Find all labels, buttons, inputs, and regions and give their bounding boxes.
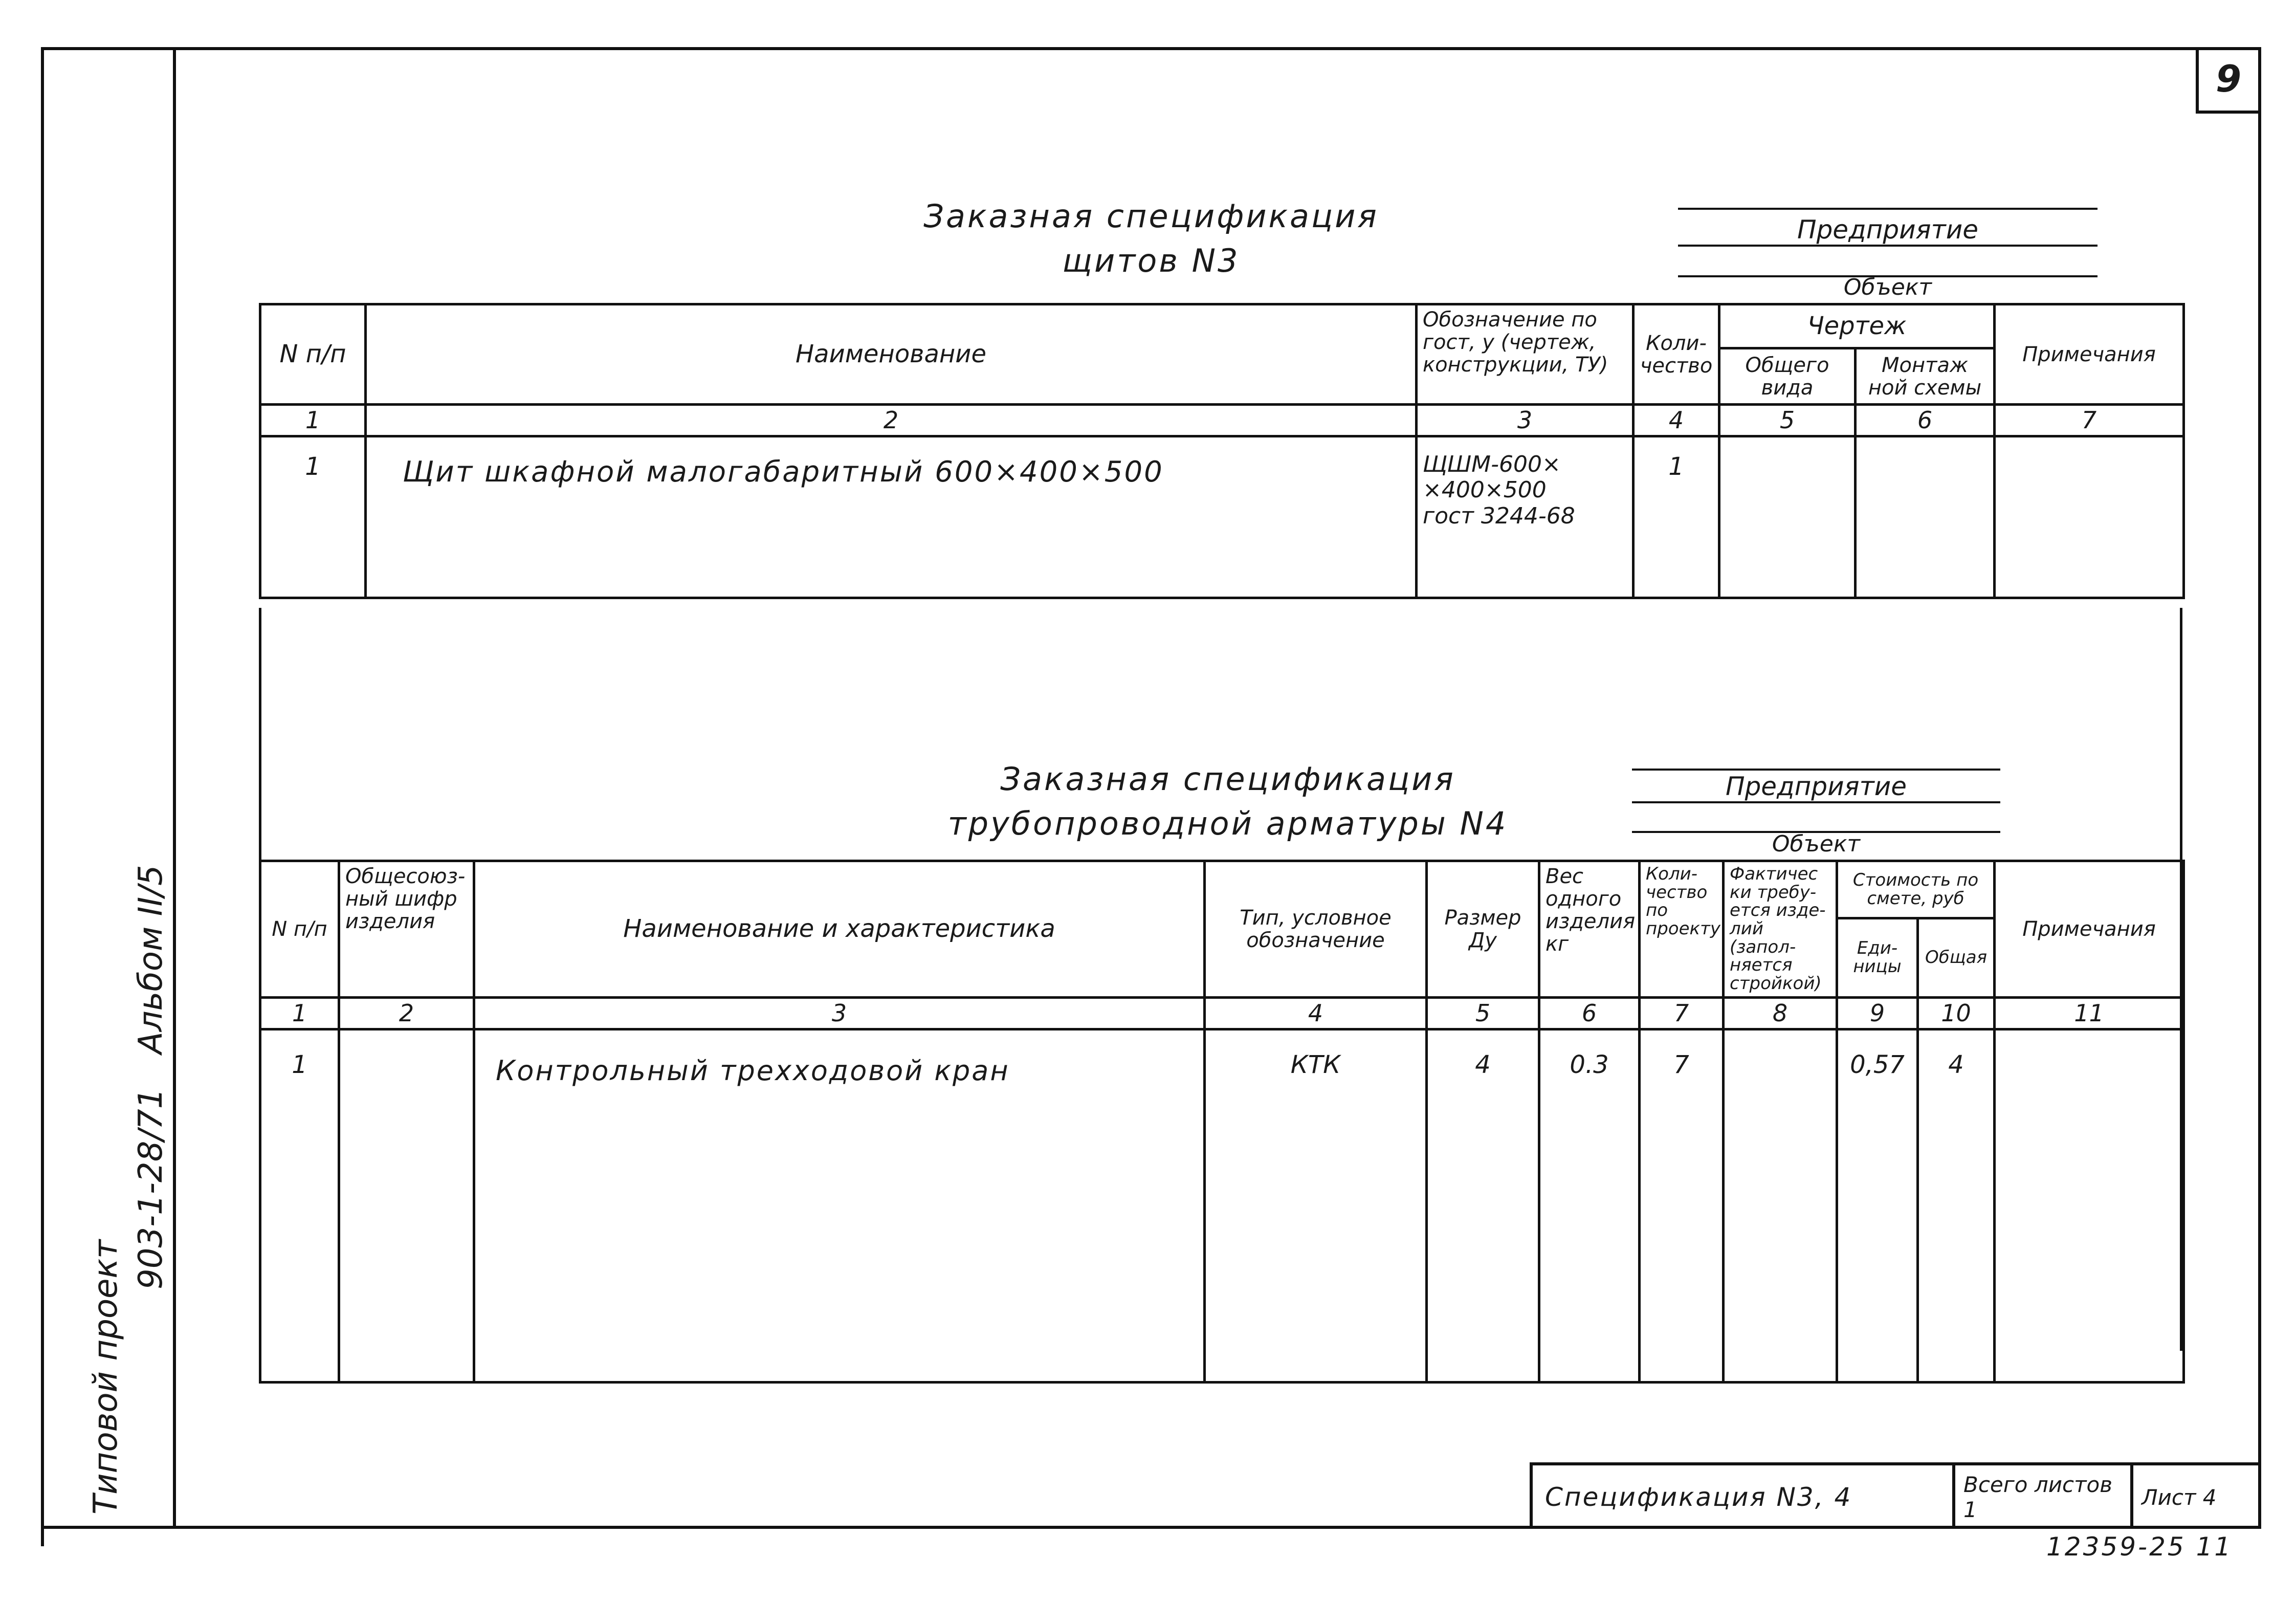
spec2-colnum: 2 (339, 997, 474, 1029)
spec2-title (895, 757, 1560, 846)
document-number: 12359-25 11 (2046, 1532, 2233, 1562)
spec1-table (259, 303, 2185, 599)
spec2-colnum: 11 (1995, 997, 2184, 1029)
spec1-title-line2: щитов N3 (1062, 242, 1240, 279)
spec2-header-num: N п/п (260, 861, 339, 998)
spec2-row-num: 1 (260, 1029, 339, 1382)
spec1-row-name: Щит шкафной малогабаритный 600×400×500 (366, 436, 1417, 598)
spec2-header-weight: Вес одного изделия кг (1539, 861, 1640, 998)
frame-top-border (41, 47, 2261, 50)
spec2-title-line2: трубопроводной арматуры N4 (947, 804, 1508, 842)
title-block-stamp (1530, 1462, 2261, 1529)
side-label-typical-text: Типовой проект (87, 1239, 125, 1515)
frame-left-border (41, 47, 44, 1546)
frame-right-border (2258, 47, 2261, 1529)
spec1-row-notes (1995, 436, 2184, 598)
stamp-sheet: Лист 4 (2142, 1484, 2217, 1510)
spec1-colnum: 4 (1633, 405, 1719, 436)
spec2-row-actual-need (1724, 1029, 1837, 1382)
spec1-object (1678, 274, 2098, 300)
spec2-column-numbers-row (260, 997, 2184, 1029)
spec1-row-designation (1417, 436, 1633, 598)
sheet-number: 9 (2215, 57, 2242, 100)
spec2-header-unit: Еди- ницы (1837, 918, 1918, 998)
spec2-row-weight: 0.3 (1539, 1029, 1640, 1382)
stamp-sheet-cell (2133, 1465, 2261, 1529)
spec2-header-total: Общая (1918, 918, 1995, 998)
side-label-typical (87, 1240, 125, 1515)
spec1-header-designation: Обозначение по гост, у (чертеж, конструкции, ТУ) (1417, 304, 1633, 405)
spec2-table (259, 860, 2185, 1384)
spec2-object (1632, 831, 2000, 857)
table-row (260, 436, 2184, 598)
spec2-header-notes: Примечания (1995, 861, 2184, 998)
spec1-title (844, 194, 1458, 283)
spec1-row-quantity: 1 (1633, 436, 1719, 598)
spec1-colnum: 3 (1417, 405, 1633, 436)
spec2-row-quantity: 7 (1640, 1029, 1724, 1382)
spec2-header-cost: Стоимость по смете, руб (1837, 861, 1995, 918)
spec1-colnum: 7 (1995, 405, 2184, 436)
side-label-project-code (132, 1088, 170, 1290)
spec1-colnum: 6 (1856, 405, 1995, 436)
spec2-header-union-code: Общесоюз- ный шифр изделия (339, 861, 474, 998)
spec2-colnum: 10 (1918, 997, 1995, 1029)
spec1-title-line1: Заказная спецификация (923, 198, 1379, 235)
spec2-enterprise (1632, 772, 2000, 801)
spec2-header-quantity: Коли- чество по проекту (1640, 861, 1724, 998)
spec1-header-quantity: Коли- чество (1633, 304, 1719, 405)
spec2-colnum: 8 (1724, 997, 1837, 1029)
spec1-header-mounting-scheme: Монтаж ной схемы (1856, 348, 1995, 405)
spec1-colnum: 5 (1719, 405, 1856, 436)
binding-strip-border (173, 47, 176, 1529)
spec2-header-type: Тип, условное обозначение (1205, 861, 1427, 998)
spec1-row-mounting-scheme (1856, 436, 1995, 598)
spec1-header-row (260, 304, 2184, 348)
spec2-colnum: 6 (1539, 997, 1640, 1029)
spec1-colnum: 2 (366, 405, 1417, 436)
spec2-line-top (1632, 769, 2000, 771)
spec2-enterprise-label: Предприятие (1725, 772, 1907, 801)
spec2-header-actual-need: Фактичес ки требу- ется изде- лий (запол- няется стройкой) (1724, 861, 1837, 998)
spec2-colnum: 9 (1837, 997, 1918, 1029)
spec1-object-label: Объект (1843, 274, 1932, 300)
spec1-row-designation-line1: ЩШМ-600× (1423, 451, 1561, 477)
sheet-number-box (2196, 47, 2258, 114)
spec1-line-mid (1678, 245, 2098, 247)
stamp-total-sheets-cell (1955, 1465, 2133, 1529)
spec2-row-notes (1995, 1029, 2184, 1382)
side-label-album-text: Альбом II/5 (132, 865, 170, 1054)
spec2-title-line1: Заказная спецификация (1000, 760, 1455, 798)
spec2-header-row (260, 861, 2184, 918)
spec1-row-num: 1 (260, 436, 366, 598)
stamp-title-cell (1533, 1465, 1955, 1529)
spec2-row-size: 4 (1427, 1029, 1539, 1382)
spec2-row-name: Контрольный трехходовой кран (474, 1029, 1205, 1382)
spec2-colnum: 7 (1640, 997, 1724, 1029)
spec2-row-total-price: 4 (1918, 1029, 1995, 1382)
spec1-line-top (1678, 208, 2098, 210)
table-row (260, 1029, 2184, 1382)
spec1-header-drawing: Чертеж (1719, 304, 1995, 348)
spec1-header-general-view: Общего вида (1719, 348, 1856, 405)
spec2-colnum: 3 (474, 997, 1205, 1029)
spec2-colnum: 4 (1205, 997, 1427, 1029)
spec2-header-name: Наименование и характеристика (474, 861, 1205, 998)
side-label-project-code-text: 903-1-28/71 (132, 1088, 170, 1289)
spec1-column-numbers-row (260, 405, 2184, 436)
spec1-header-num: N п/п (260, 304, 366, 405)
spec1-header-name: Наименование (366, 304, 1417, 405)
spec2-object-label: Объект (1772, 831, 1861, 857)
spec1-enterprise-label: Предприятие (1797, 215, 1979, 245)
spec1-enterprise (1678, 215, 2098, 245)
spec2-line-mid (1632, 801, 2000, 803)
stamp-total-sheets: Всего листов 1 (1963, 1472, 2113, 1522)
spec2-colnum: 1 (260, 997, 339, 1029)
side-label-album (132, 865, 170, 1054)
spec1-row-designation-line2: ×400×500 (1423, 477, 1547, 503)
spec2-row-type: КТК (1205, 1029, 1427, 1382)
spec2-header-size: Размер Ду (1427, 861, 1539, 998)
spec2-row-unit-price: 0,57 (1837, 1029, 1918, 1382)
spec1-header-notes: Примечания (1995, 304, 2184, 405)
spec1-colnum: 1 (260, 405, 366, 436)
spec2-row-union-code (339, 1029, 474, 1382)
spec2-colnum: 5 (1427, 997, 1539, 1029)
spec1-row-general-view (1719, 436, 1856, 598)
spec1-row-designation-line3: гост 3244-68 (1423, 503, 1575, 530)
stamp-title: Спецификация N3, 4 (1545, 1482, 1852, 1512)
